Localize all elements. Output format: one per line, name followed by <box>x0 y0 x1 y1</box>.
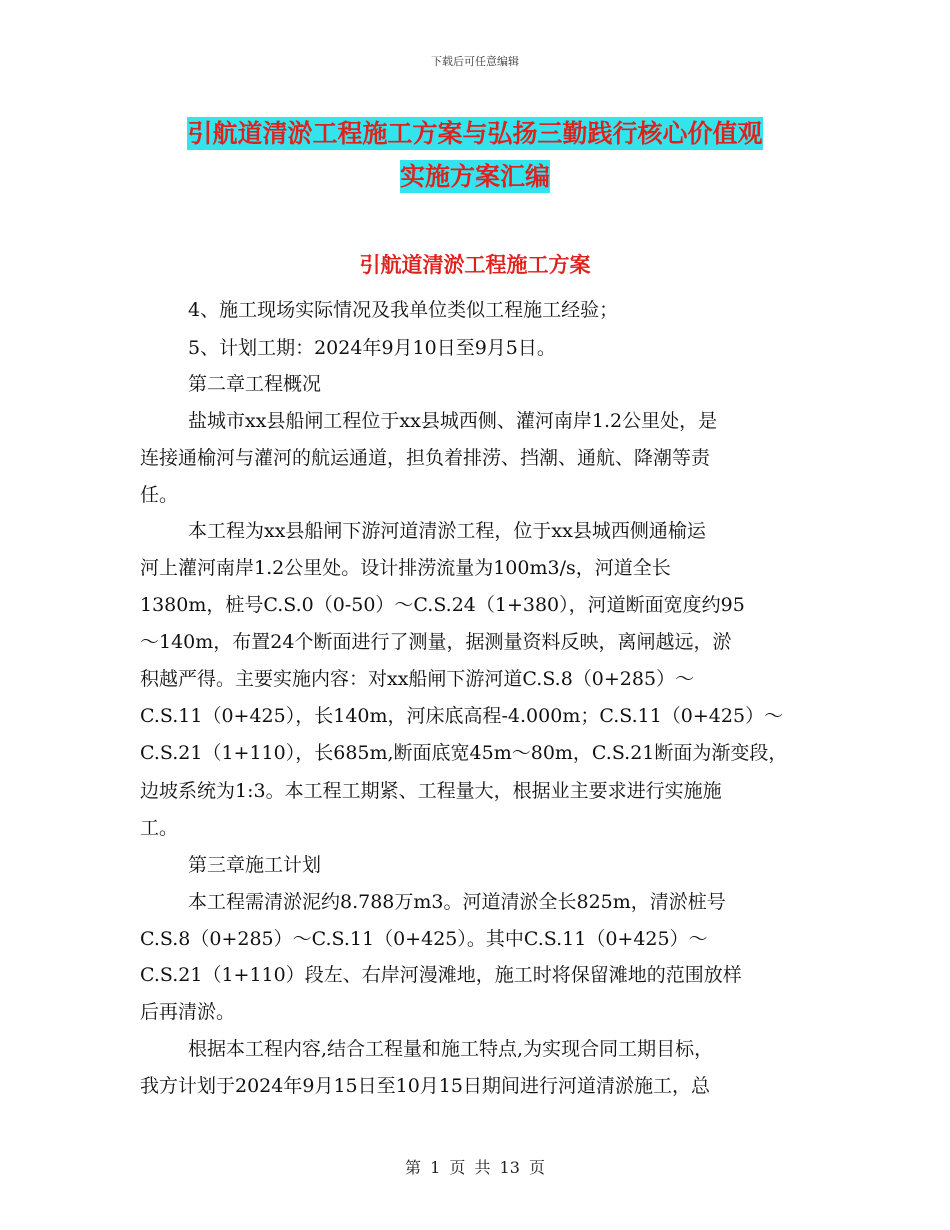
body-line: 1380m，桩号C.S.0（0-50）～C.S.24（1+380），河道断面宽度约95 <box>140 594 745 616</box>
body-line: C.S.21（1+110）段左、右岸河漫滩地，施工时将保留滩地的范围放样 <box>140 964 742 986</box>
body-line: 根据本工程内容,结合工程量和施工特点,为实现合同工期目标， <box>188 1038 714 1060</box>
body-line: C.S.11（0+425），长140m，河床底高程-4.000m；C.S.11（0+425）～ <box>140 705 784 727</box>
header-note: 下载后可任意编辑 <box>431 55 519 68</box>
body-line: 本工程需清淤泥约8.788万m3。河道清淤全长825m，清淤桩号 <box>188 891 726 913</box>
document-title-text-1: 引航道清淤工程施工方案与弘扬三勤践行核心价值观 <box>187 119 763 148</box>
body-line: 积越严得。主要实施内容：对xx船闸下游河道C.S.8（0+285）～ <box>140 668 695 690</box>
document-title-text-2: 实施方案汇编 <box>399 162 550 191</box>
body-line: 边坡系统为1:3。本工程工期紧、工程量大，根据业主要求进行实施施 <box>140 780 722 802</box>
body-line: C.S.21（1+110），长685m,断面底宽45m～80m，C.S.21断面为渐变段， <box>140 742 788 764</box>
body-line: 本工程为xx县船闸下游河道清淤工程，位于xx县城西侧通榆运 <box>188 520 706 542</box>
body-line: 盐城市xx县船闸工程位于xx县城西侧、灌河南岸1.2公里处，是 <box>188 410 718 432</box>
section-title: 引航道清淤工程施工方案 <box>359 253 591 277</box>
body-line: 连接通榆河与灌河的航运通道，担负着排涝、挡潮、通航、降潮等责 <box>140 447 711 469</box>
body-line: 任。 <box>140 484 179 506</box>
chapter-heading: 第二章工程概况 <box>188 373 322 395</box>
document-title-line-1 <box>0 114 950 150</box>
body-line: 5、计划工期：2024年9月10日至9月5日。 <box>188 337 556 359</box>
body-line: ～140m，布置24个断面进行了测量，据测量资料反映，离闸越远，淤 <box>140 631 732 653</box>
document-title-line-2 <box>0 157 950 193</box>
body-line: 4、施工现场实际情况及我单位类似工程施工经验； <box>188 299 619 321</box>
body-line: 河上灌河南岸1.2公里处。设计排涝流量为100m3/s，河道全长 <box>140 557 671 579</box>
body-line: 工。 <box>140 817 179 839</box>
page-number: 第 1 页 共 13 页 <box>405 1158 545 1177</box>
chapter-heading: 第三章施工计划 <box>188 854 322 876</box>
body-line: C.S.8（0+285）～C.S.11（0+425）。其中C.S.11（0+425）～ <box>140 928 708 950</box>
body-line: 后再清淤。 <box>140 1001 236 1023</box>
body-line: 我方计划于2024年9月15日至10月15日期间进行河道清淤施工，总 <box>140 1075 710 1097</box>
